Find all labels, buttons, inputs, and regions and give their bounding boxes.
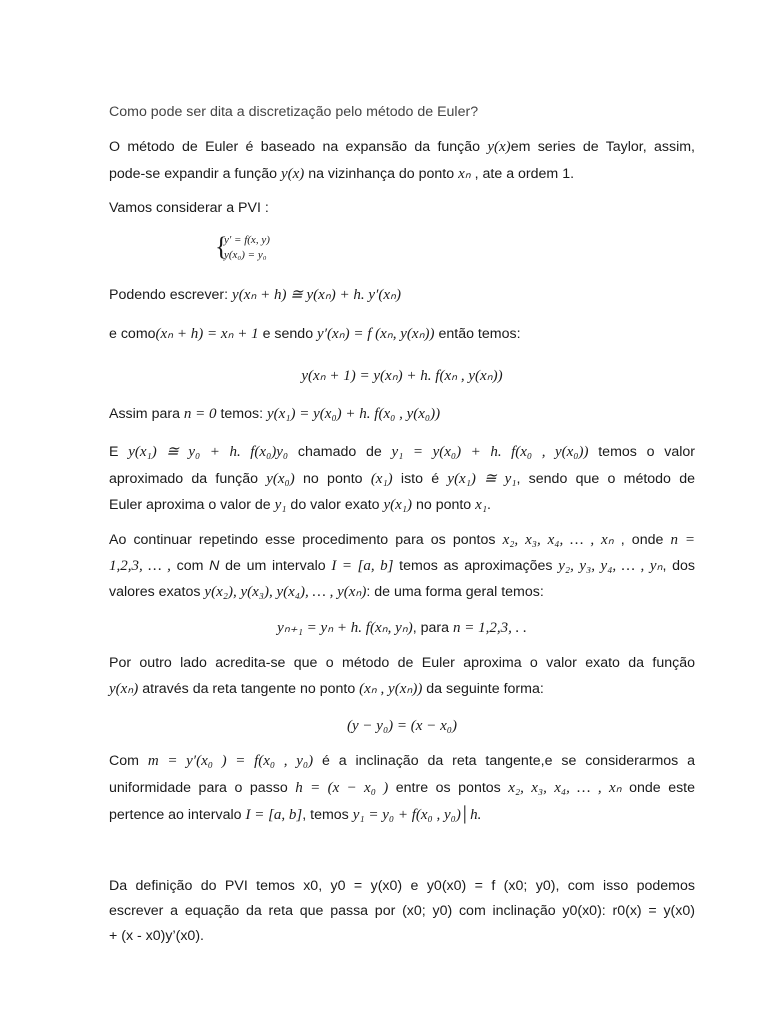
math: x₂, x₃, x₄, … , xₙ (508, 780, 622, 796)
paragraph-com-line-2 (109, 779, 695, 797)
text: onde este (621, 780, 696, 796)
text: entre os pontos (388, 780, 509, 796)
text: uniformidade para o passo (109, 780, 296, 796)
text: , ate a ordem 1. (470, 166, 575, 182)
text: : de uma forma geral temos: (366, 584, 544, 600)
brace-icon: { (215, 232, 228, 261)
text: temos: (216, 406, 267, 422)
text: em series de Taylor, assim, (510, 139, 695, 155)
math: y(x₁) ≅ y₁ (447, 471, 517, 487)
text: Euler aproxima o valor de (109, 497, 275, 513)
paragraph-def-line-1: Da definição do PVI temos x0, y0 = y(x0) e y0(x0) = f (x0; y0), com isso podemos (109, 878, 695, 894)
text: temos as aproximações (393, 558, 559, 574)
paragraph-com-line-1 (109, 752, 695, 770)
paragraph-com-line-3 (109, 806, 695, 824)
paragraph-euler-line-2 (109, 165, 695, 183)
math: y(xₙ) (109, 681, 139, 697)
text: O método de Euler é baseado na expansão da função (109, 139, 488, 155)
math: (x₁) (370, 471, 393, 487)
paragraph-def-line-2: escrever a equação da reta que passa por (x0; y0) com inclinação y0(x0): r0(x) = y(x0) (109, 903, 695, 919)
math: y(x₁) (383, 497, 413, 513)
question-title: Como pode ser dita a discretização pelo método de Euler? (109, 104, 479, 120)
text: , para (412, 620, 453, 636)
text: , onde (613, 532, 671, 548)
text: E (109, 444, 129, 460)
math: y(x) (487, 139, 511, 155)
equation-euler-step: y(xₙ + 1) = y(xₙ) + h. f(xₙ , y(xₙ)) (301, 368, 503, 384)
text: , dos (662, 558, 695, 574)
text: da seguinte forma: (422, 681, 544, 697)
math: yₙ₊₁ = yₙ + h. f(xₙ, yₙ) (277, 620, 413, 636)
text: pode-se expandir a função (109, 166, 281, 182)
math: m = y′(x₀ ) = f(x₀ , y₀) (147, 753, 314, 769)
text: Ao continuar repetindo esse procedimento para os pontos (109, 532, 503, 548)
paragraph-ao-line-2 (109, 557, 695, 575)
podendo-line (109, 286, 695, 304)
equation-tangent: (y − y₀) = (x − x₀) (347, 718, 457, 734)
math: y(x₀) (266, 471, 295, 487)
math: (xₙ , y(xₙ)) (359, 681, 423, 697)
paragraph-def-line-3: + (x - x0)y’(x0). (109, 928, 204, 944)
text: Podendo escrever: (109, 287, 233, 303)
math: y(x₁) ≅ y₀ + h. f(x₀)y₀ (128, 444, 289, 460)
paragraph-e-line-1 (109, 443, 695, 461)
math: x₁ (475, 497, 488, 513)
text: aproximado da função (109, 471, 267, 487)
text: na vizinhança do ponto (304, 166, 459, 182)
text: Assim para (109, 406, 184, 422)
text: e como (109, 326, 156, 342)
system-equation-1: y′ = f(x, y) (224, 234, 270, 246)
e-como-line (109, 325, 695, 343)
text: de um intervalo (219, 558, 332, 574)
math: y(xₙ + h) ≅ y(xₙ) + h. y′(xₙ) (232, 287, 401, 303)
math: y₁ = y₀ + f(x₀ , y₀)│h. (352, 807, 482, 823)
math: (xₙ + h) = xₙ + 1 (155, 326, 259, 342)
math: I = [a, b] (245, 807, 303, 823)
text: Com (109, 753, 148, 769)
text: através da reta tangente no ponto (138, 681, 360, 697)
math: y(x) (280, 166, 305, 182)
math: I = [a, b] (331, 558, 394, 574)
paragraph-outro-line-2 (109, 680, 695, 698)
pvi-intro: Vamos considerar a PVI : (109, 200, 269, 216)
equation-recurrence (109, 619, 695, 637)
paragraph-ao-line-1 (109, 531, 695, 549)
math: y₁ = y(x₀) + h. f(x₀ , y(x₀)) (391, 444, 589, 460)
math: y′(xₙ) = f (xₙ, y(xₙ)) (317, 326, 435, 342)
text: no ponto (412, 497, 476, 513)
paragraph-euler-line-1 (109, 138, 695, 156)
math: xₙ (458, 166, 471, 182)
math: n = 0 (183, 406, 217, 422)
math: n = 1,2,3, . . (452, 620, 527, 636)
math: y₁ (274, 497, 287, 513)
text: N (209, 558, 220, 574)
text: e sendo (258, 326, 318, 342)
math: n = (670, 532, 695, 548)
math: h = (x − x₀ ) (295, 780, 389, 796)
text: chamado de (288, 444, 392, 460)
math: y₂, y₃, y₄, … , yₙ (558, 558, 663, 574)
paragraph-e-line-2 (109, 470, 695, 488)
text: com (170, 558, 210, 574)
text: valores exatos (109, 584, 205, 600)
paragraph-outro-line-1: Por outro lado acredita-se que o método de Euler aproxima o valor exato da função (109, 655, 695, 671)
text: no ponto (294, 471, 371, 487)
text: , sendo que o método de (516, 471, 695, 487)
text: é a inclinação da reta tangente,e se considerarmos a (313, 753, 696, 769)
math: x₂, x₃, x₄, … , xₙ (502, 532, 614, 548)
math: y(x₂), y(x₃), y(x₄), … , y(xₙ) (204, 584, 367, 600)
system-equation-2: y(x₀) = y₀ (224, 249, 267, 261)
text: . (487, 497, 491, 513)
text: pertence ao intervalo (109, 807, 246, 823)
text: então temos: (434, 326, 521, 342)
assim-line (109, 405, 695, 423)
text: , temos (302, 807, 353, 823)
paragraph-ao-line-3 (109, 583, 695, 601)
paragraph-e-line-3 (109, 496, 695, 514)
text: isto é (392, 471, 448, 487)
math: 1,2,3, … , (109, 558, 171, 574)
text: do valor exato (286, 497, 384, 513)
math: y(x₁) = y(x₀) + h. f(x₀ , y(x₀)) (267, 406, 441, 422)
text: temos o valor (588, 444, 695, 460)
